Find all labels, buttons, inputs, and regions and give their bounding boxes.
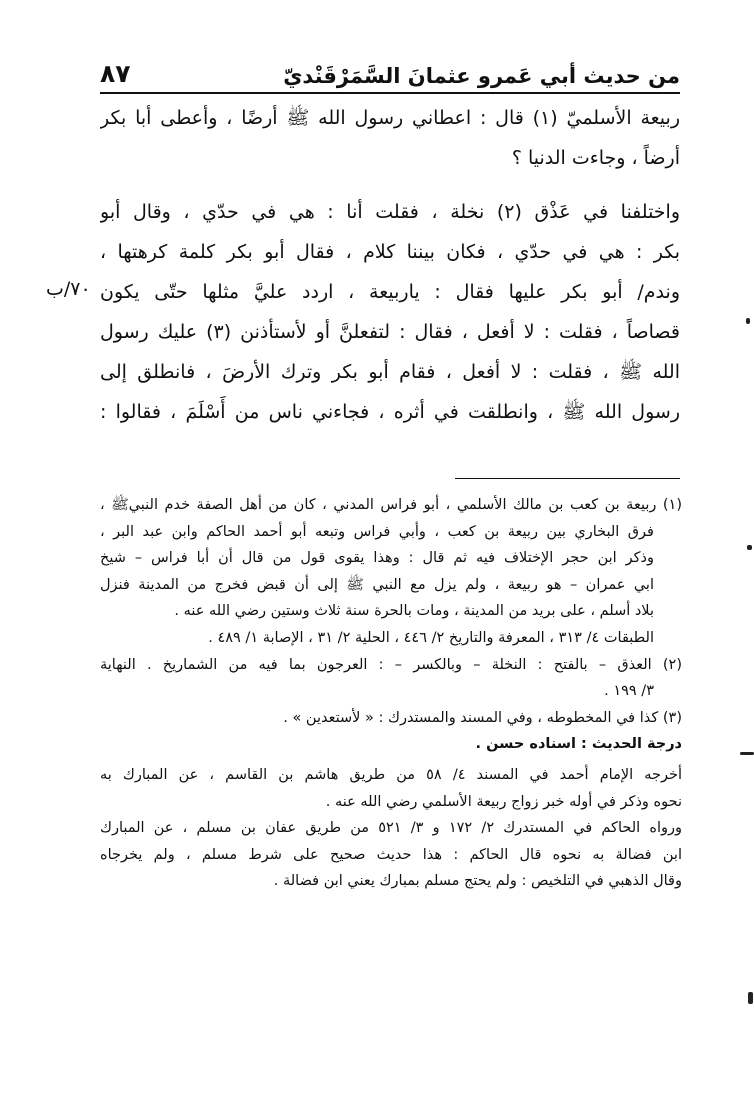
main-line: بكر : هي في حدّي ، فكان بيننا كلام ، فقال أبو بكر كلمة كرهتها ، [100, 241, 680, 263]
running-title: من حديث أبي عَمرو عثمانَ السَّمَرْقَنْديّ [283, 64, 680, 88]
main-line: أرضاً ، وجاءت الدنيا ؟ [511, 147, 680, 169]
footnote-1-line: بلاد أسلم ، على بريد من المدينة ، ومات بالحرة سنة ثلاث وستين رضي الله عنه . [174, 603, 654, 620]
takhrij-line: أخرجه الإمام أحمد في المسند ٤/ ٥٨ من طريق هاشم بن القاسم ، عن المبارك به [100, 766, 682, 783]
main-line: الله ﷺ ، فقلت : لا أفعل ، فقام أبو بكر وترك الأرضَ ، فانطلق إلى [100, 361, 680, 383]
scan-speck [746, 318, 750, 324]
main-line: رسول الله ﷺ ، وانطلقت في أثره ، فجاءني ناس من أَسْلَمَ ، فقالوا : [100, 401, 680, 423]
main-line: قصاصاً ، فقلت : لا أفعل ، فقال : لتفعلنَّ أو لأستأذنن (٣) عليك رسول [100, 321, 680, 343]
header-rule [100, 92, 680, 94]
footnote-2-line: (٢) العذق – بالفتح : النخلة – وبالكسر – : العرجون بما فيه من الشماريخ . النهاية [100, 656, 682, 673]
main-line: وندم/ أبو بكر عليها فقال : ياربيعة ، اردد عليَّ مثلها حتّى يكون [100, 281, 680, 303]
paragraph-gap [100, 178, 680, 192]
scan-speck [747, 545, 752, 550]
footnote-3-line: (٣) كذا في المخطوطه ، وفي المسند والمستدرك : « لأستعدين » . [283, 709, 682, 726]
main-text [100, 98, 680, 432]
takhrij-line: ابن فضالة به نحوه قال الحاكم : هذا حديث صحيح على شرط مسلم ، ولم يخرجاه [100, 846, 682, 863]
scan-speck [748, 992, 753, 1004]
footnotes [100, 492, 682, 895]
footnote-1-line: فرق البخاري بين ربيعة بن كعب ، وأبي فراس وتبعه أبو أحمد الحاكم وابن عبد البر ، [100, 523, 654, 540]
footnote-1-line: وذكر ابن حجر الإختلاف فيه ثم قال : وهذا يقوى قول من قال أن أبا فراس – شيخ [100, 550, 654, 567]
main-line: واختلفنا في عَذْق (٢) نخلة ، فقلت أنا : هي في حدّي ، وقال أبو [100, 201, 680, 223]
page-header [100, 48, 680, 88]
main-line: ربيعة الأسلميّ (١) قال : اعطاني رسول الله ﷺ أرضًا ، وأعطى أبا بكر [100, 107, 680, 129]
scan-speck [740, 752, 754, 755]
footnote-1-sources: الطبقات ٤/ ٣١٣ ، المعرفة والتاريخ ٢/ ٤٤٦ ، الحلية ٢/ ٣١ ، الإصابة ١/ ٤٨٩ . [208, 629, 654, 646]
footnote-1-line: (١) ربيعة بن كعب بن مالك الأسلمي ، أبو فراس المدني ، كان من أهل الصفة خدم النبيﷺ ، [100, 497, 682, 513]
footnote-2-line: ٣/ ١٩٩ . [604, 683, 654, 700]
takhrij-line: نحوه وذكر في أوله خبر زواج ربيعة الأسلمي رضي الله عنه . [325, 793, 682, 810]
takhrij-line: وقال الذهبي في التلخيص : ولم يحتج مسلم بمبارك يعني ابن فضالة . [273, 873, 682, 890]
footnote-separator [455, 478, 680, 479]
hadith-grade-label: درجة الحديث : اسناده حسن . [475, 736, 682, 753]
manuscript-folio-marker: ٧٠/ب [46, 278, 91, 300]
page-number: ٨٧ [100, 59, 131, 88]
footnote-1-line: ابي عمران – هو ربيعة ، ولم يزل مع النبي ﷺ إلى أن قبض فخرج من المدينة فنزل [100, 576, 654, 593]
takhrij-line: ورواه الحاكم في المستدرك ٢/ ١٧٢ و ٣/ ٥٢١ من طريق عفان بن مسلم ، عن المبارك [100, 820, 682, 837]
